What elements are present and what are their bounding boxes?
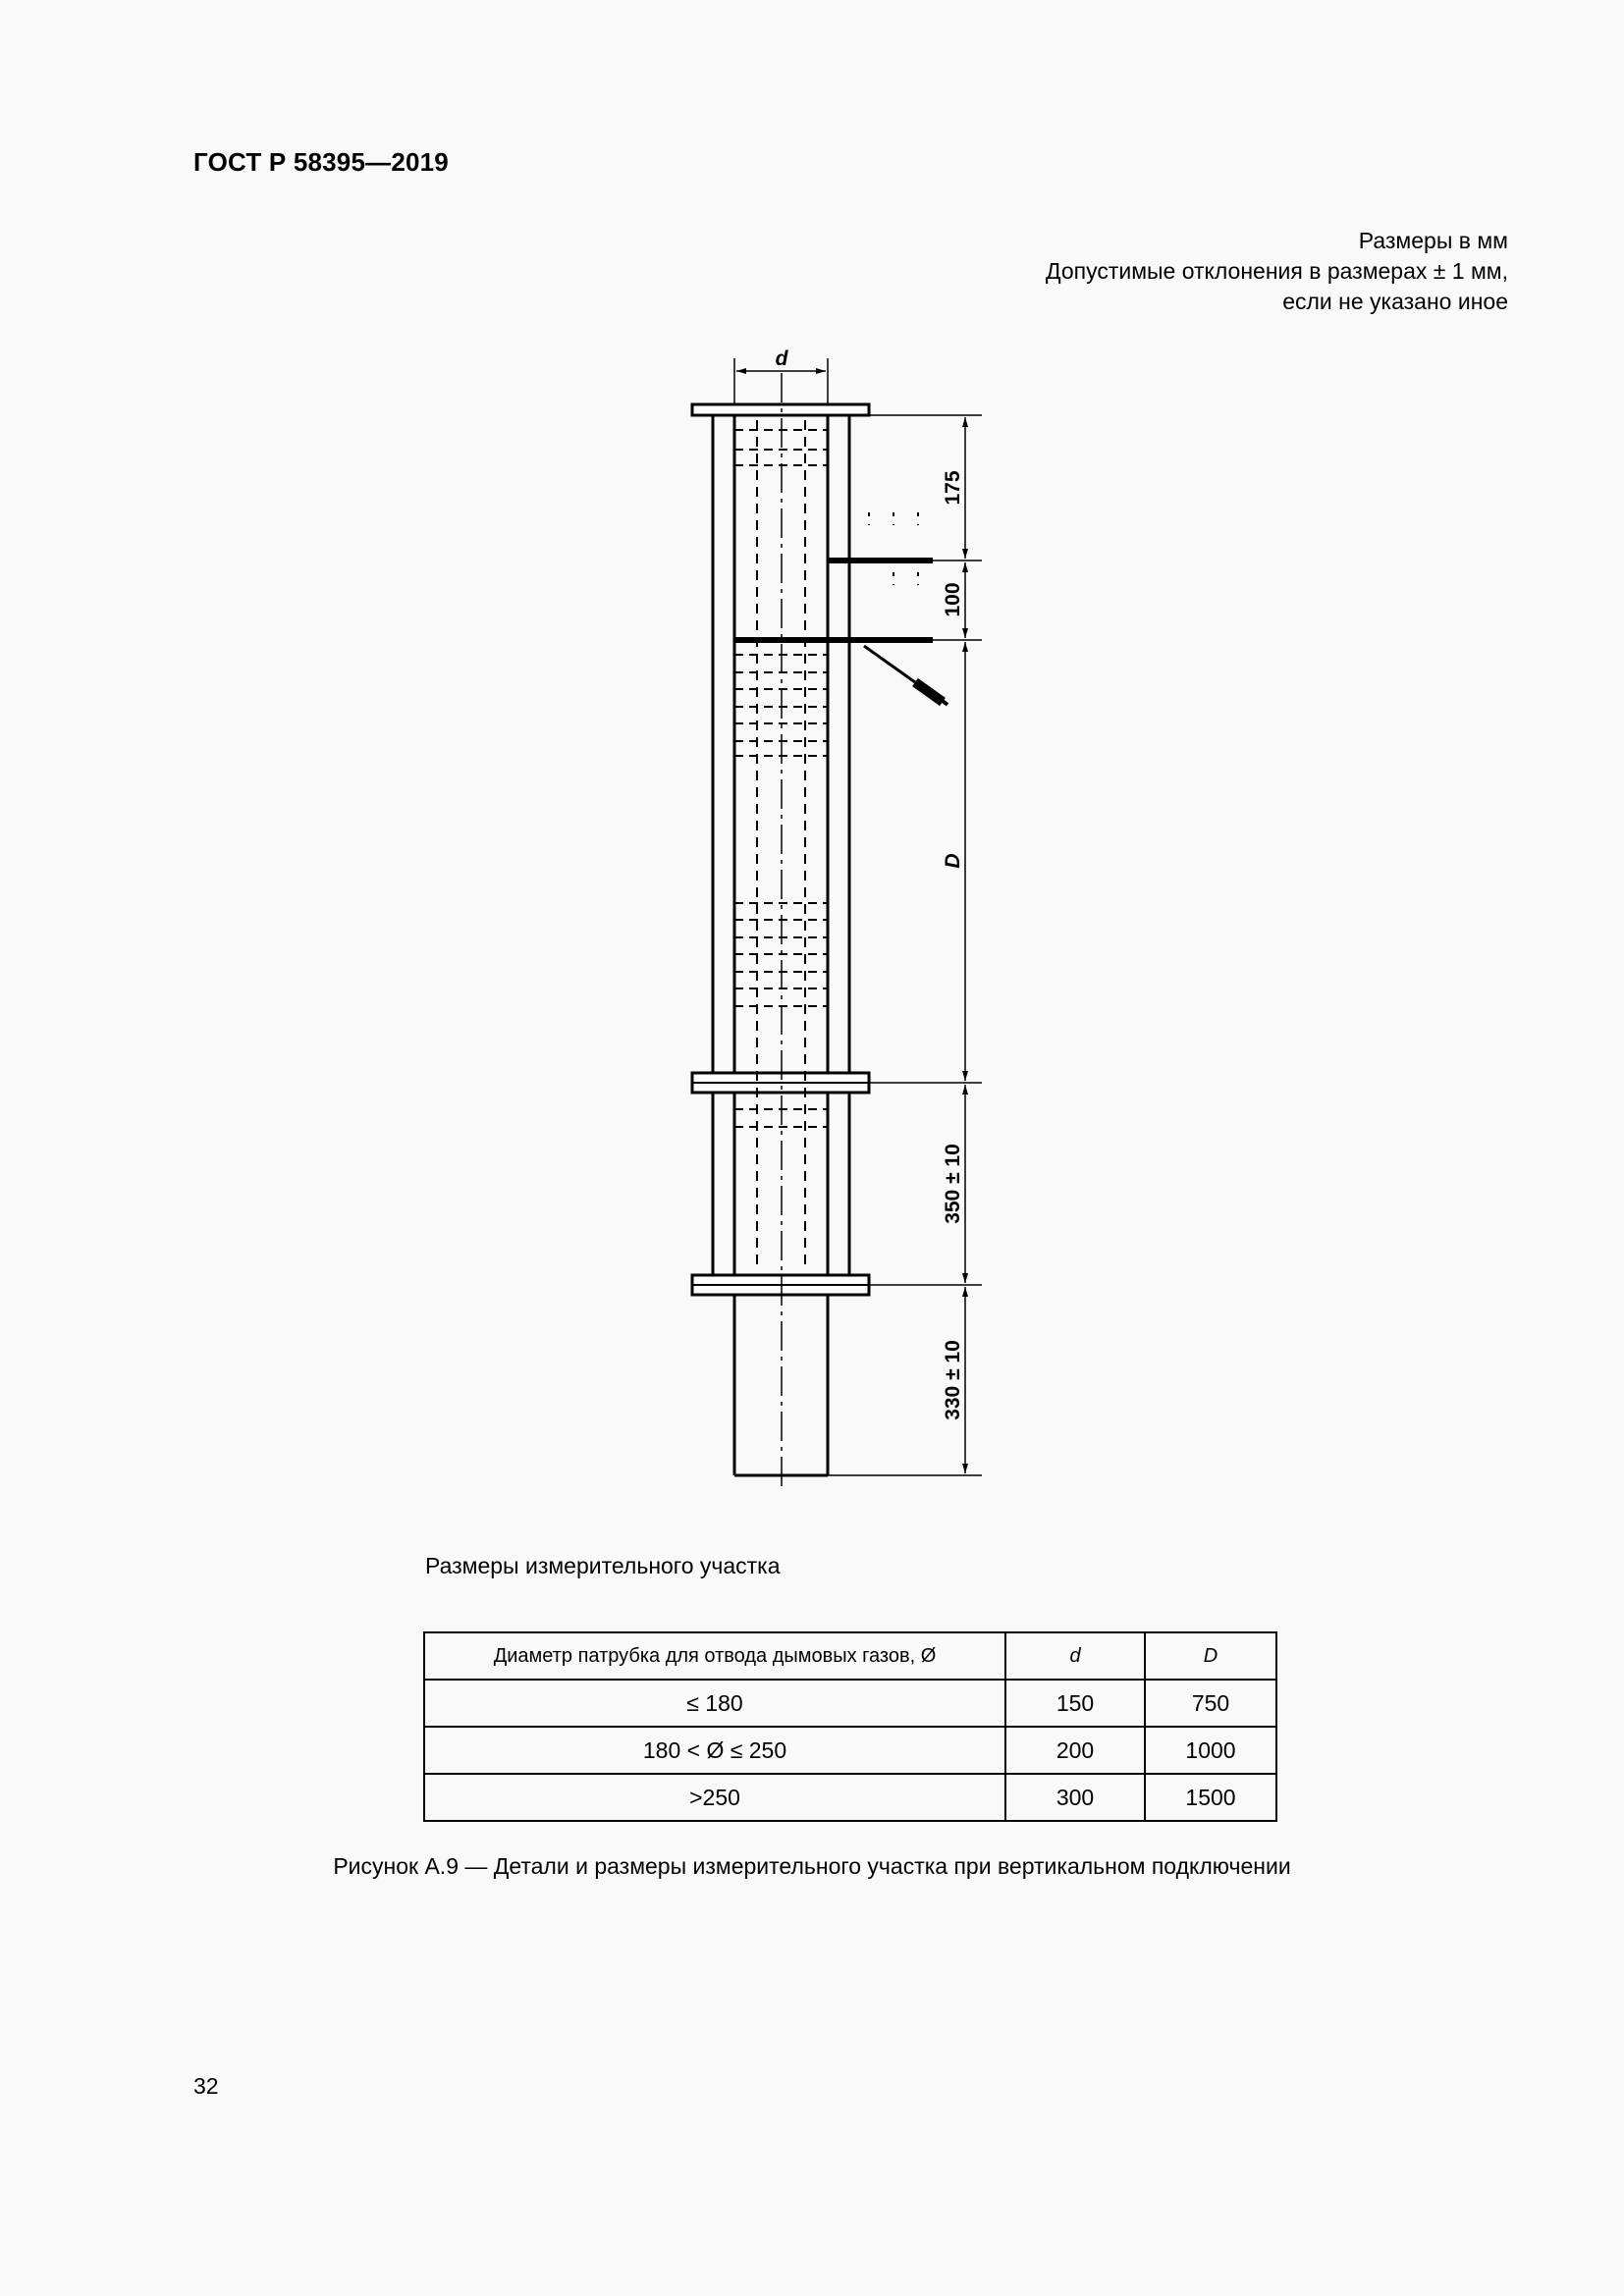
table-cell: 300: [1005, 1774, 1145, 1821]
table-cell: >250: [424, 1774, 1005, 1821]
dimension-chain: [828, 415, 982, 1475]
dimension-D-label: D: [942, 853, 964, 869]
dimension-330-label: 330 ± 10: [942, 1340, 964, 1420]
table-cell: 150: [1005, 1680, 1145, 1727]
document-header: ГОСТ Р 58395—2019: [193, 147, 449, 177]
table-cell: 750: [1145, 1680, 1276, 1727]
table-row: [424, 1774, 1276, 1821]
table-row: [424, 1727, 1276, 1774]
table-header-row: [424, 1632, 1276, 1680]
units-note-line-2: Допустимые отклонения в размерах ± 1 мм,: [1046, 258, 1508, 284]
table-cell: 1000: [1145, 1727, 1276, 1774]
table-cell: ≤ 180: [424, 1680, 1005, 1727]
table-cell: 180 < Ø ≤ 250: [424, 1727, 1005, 1774]
dimensions-table: [423, 1631, 1277, 1822]
table-cell: 200: [1005, 1727, 1145, 1774]
table-caption: Размеры измерительного участка: [425, 1553, 781, 1578]
table-cell: 1500: [1145, 1774, 1276, 1821]
top-flange: [692, 404, 869, 415]
dimension-175-label: 175: [942, 470, 964, 506]
column-header-diameter: Диаметр патрубка для отвода дымовых газов, Ø: [424, 1632, 1005, 1680]
units-note-line-3: если не указано иное: [1282, 289, 1508, 314]
dimension-d-label: d: [775, 347, 788, 370]
dimension-100-label: 100: [942, 582, 964, 617]
units-note-line-1: Размеры в мм: [1358, 228, 1508, 253]
figure-caption: Рисунок А.9 — Детали и размеры измерительного участка при вертикальном подключении: [333, 1853, 1291, 1879]
probe-ports: [734, 561, 947, 705]
column-header-d: d: [1005, 1632, 1145, 1680]
column-header-D: D: [1145, 1632, 1276, 1680]
table-row: [424, 1680, 1276, 1727]
dimension-350-label: 350 ± 10: [942, 1144, 964, 1224]
page-number: 32: [193, 2073, 219, 2099]
